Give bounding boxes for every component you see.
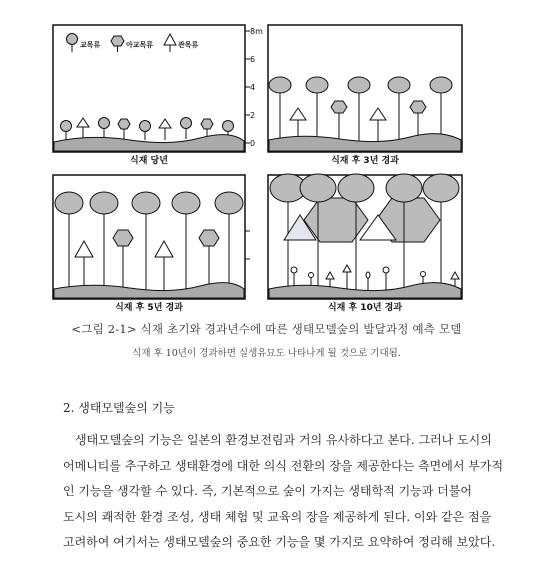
axis-tick-2: 2	[250, 111, 256, 120]
panel-label-1: 식재 당년	[130, 156, 168, 166]
panel-label-2: 식재 후 3년 경과	[331, 156, 399, 166]
height-axis	[245, 27, 263, 148]
axis-tick-6: 6	[250, 55, 256, 64]
panel-3-years	[268, 25, 462, 152]
panel-planting-year	[53, 25, 245, 152]
legend-label-subtree: 아교목류	[126, 41, 154, 49]
subtree-legend-icon	[111, 36, 124, 46]
panel-10-years	[268, 174, 462, 299]
paragraph-line: 생태모델숲의 기능은 일본의 환경보전림과 거의 유사하다고 본다. 그러나 도시의	[75, 433, 492, 447]
paragraph-line: 어메니티를 추구하고 생태환경에 대한 의식 전환의 장을 제공한다는 측면에서 부가적	[63, 458, 504, 473]
axis-tick-8: 8m	[250, 27, 263, 36]
panel-5-years	[53, 175, 250, 299]
axis-tick-0: 0	[250, 139, 256, 148]
panel-label-3: 식재 후 5년 경과	[115, 303, 183, 313]
axis-tick-4: 4	[250, 83, 256, 92]
panel-label-4: 식재 후 10년 경과	[327, 303, 403, 313]
figure-subcaption: 식재 후 10년이 경과하면 실생유묘도 나타나게 될 것으로 기대됨.	[132, 348, 401, 359]
tree-legend-icon	[67, 34, 78, 45]
paragraph-line: 인 기능을 생각할 수 있다. 즉, 기본적으로 숲이 가지는 생태학적 기능과 더불어	[63, 484, 472, 498]
section-heading: 2. 생태모델숲의 기능	[63, 401, 175, 415]
paragraph-line: 도시의 쾌적한 환경 조성, 생태 체험 및 교육의 장을 제공하게 된다. 이와 같은 점을	[63, 509, 492, 524]
legend-label-tree: 교목류	[80, 41, 101, 49]
legend-label-shrub: 관목류	[178, 41, 199, 49]
figure-caption: <그림 2-1> 식재 초기와 경과년수에 따른 생태모델숲의 발달과정 예측 모델	[71, 322, 462, 336]
paragraph-line: 고려하여 여기서는 생태모델숲의 중요한 기능을 몇 가지로 요약하여 정리해 보았다.	[63, 535, 496, 549]
body-paragraph	[63, 428, 504, 556]
